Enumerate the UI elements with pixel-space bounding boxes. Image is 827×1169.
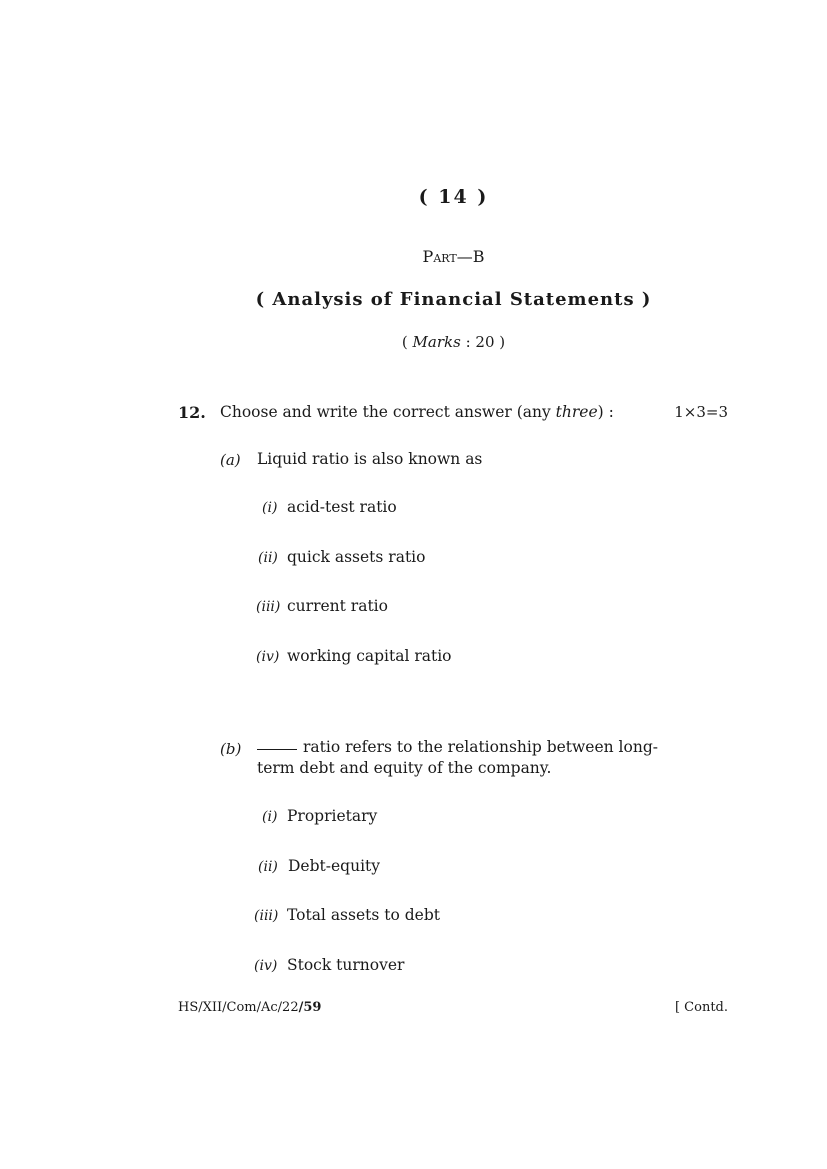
question-text-before: Choose and write the correct answer (any (220, 403, 551, 421)
section-marks (0, 333, 827, 351)
part-a-text: Liquid ratio is also known as (257, 450, 483, 468)
part-a-label: (a) (220, 451, 241, 469)
part-b-option-label: (ii) (258, 859, 278, 875)
part-b-label: (b) (220, 740, 242, 758)
part-b-option-label: (iii) (254, 908, 279, 924)
page-number: ( 14 ) (418, 186, 489, 208)
part-b-option-label: (iv) (254, 958, 278, 974)
answer-blank (257, 749, 297, 750)
paper-code (178, 1000, 321, 1015)
part-a-option-text: current ratio (287, 597, 388, 615)
part-a-option-text: working capital ratio (287, 647, 452, 665)
part-b-text-line1 (257, 737, 658, 758)
question-text (220, 403, 614, 421)
question-text-italic: three (555, 403, 598, 421)
part-heading: Part—B (422, 247, 485, 266)
part-b-option-text: Debt-equity (288, 857, 381, 875)
part-b-text-line1-content: ratio refers to the relationship between long- (303, 738, 658, 756)
part-b-option-label: (i) (262, 809, 278, 825)
part-b-option-text: Stock turnover (287, 956, 405, 974)
paper-code-prefix: HS/XII/Com/Ac/22 (178, 1000, 299, 1015)
question-text-after: ) : (597, 403, 614, 421)
part-a-option-text: acid-test ratio (287, 498, 397, 516)
marks-value: : 20 ) (465, 333, 506, 351)
question-marks: 1×3=3 (674, 403, 728, 421)
marks-prefix: ( (401, 333, 408, 351)
part-b-option-text: Proprietary (287, 807, 378, 825)
part-b-option-text: Total assets to debt (287, 906, 440, 924)
marks-label: Marks (412, 333, 461, 351)
part-a-option-label: (iii) (256, 599, 281, 615)
part-a-option-text: quick assets ratio (287, 548, 426, 566)
continued-note: [ Contd. (674, 1000, 728, 1015)
paper-code-suffix: /59 (298, 1000, 322, 1015)
part-a-option-label: (ii) (258, 550, 278, 566)
section-title: ( Analysis of Financial Statements ) (255, 289, 652, 310)
part-a-option-label: (iv) (256, 649, 280, 665)
part-a-option-label: (i) (262, 500, 278, 516)
question-number: 12. (178, 403, 206, 422)
part-b-text-line2: term debt and equity of the company. (257, 759, 552, 777)
